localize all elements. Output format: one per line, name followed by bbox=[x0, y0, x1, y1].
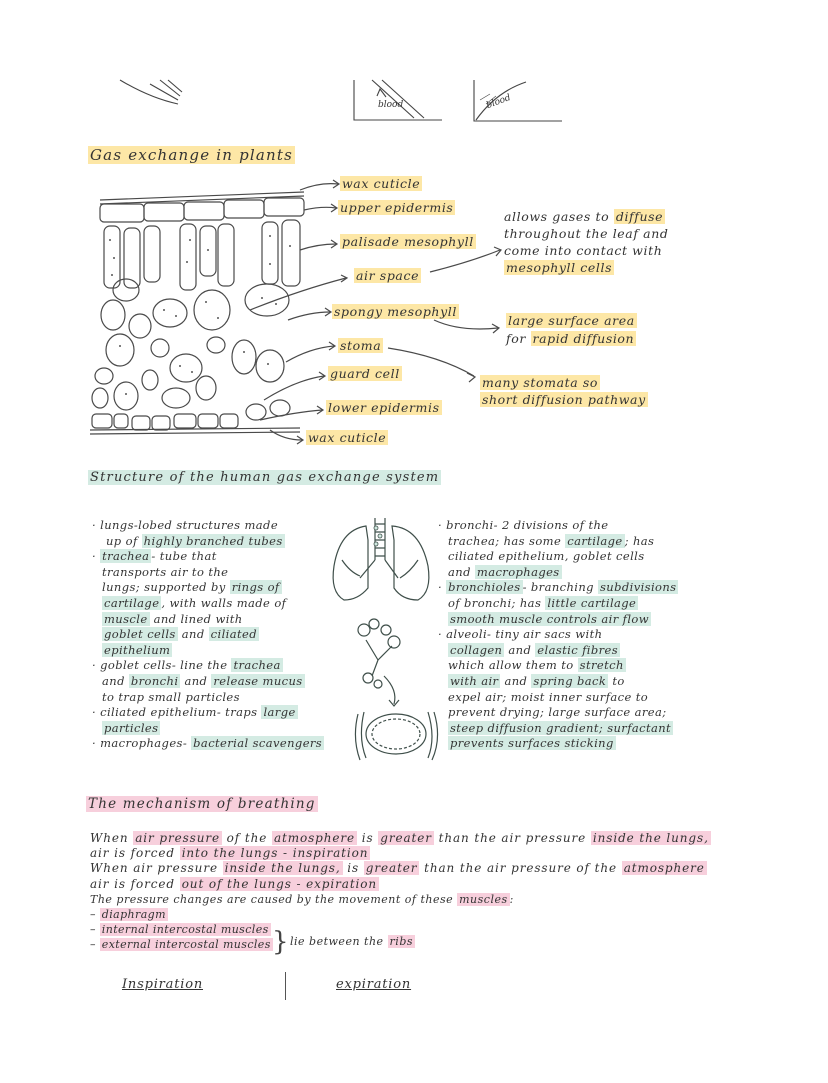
col-heading-inspiration: Inspiration bbox=[122, 977, 204, 992]
label-lower-epidermis: lower epidermis bbox=[328, 400, 440, 415]
muscle-note: lie between the ribs bbox=[290, 935, 414, 948]
note-spongy: large surface area for rapid diffusion bbox=[506, 313, 635, 346]
label-wax-cuticle-top: wax cuticle bbox=[342, 176, 421, 191]
label-stoma: stoma bbox=[340, 338, 382, 353]
muscle-external-intercostal: external intercostal muscles bbox=[101, 938, 271, 952]
note-stoma: many stomata so short diffusion pathway bbox=[482, 375, 646, 407]
label-palisade-mesophyll: palisade mesophyll bbox=[342, 234, 474, 249]
label-spongy-mesophyll: spongy mesophyll bbox=[334, 304, 457, 319]
graph-axis-label-right: blood bbox=[485, 92, 513, 112]
graph-axis-label-left: blood bbox=[378, 100, 404, 110]
human-heading: Structure of the human gas exchange system bbox=[90, 470, 440, 485]
plants-heading: Gas exchange in plants bbox=[90, 146, 293, 164]
label-air-space: air space bbox=[356, 268, 420, 283]
breathing-heading: The mechanism of breathing bbox=[88, 796, 316, 812]
column-divider bbox=[285, 972, 286, 1000]
human-left-notes: · lungs-lobed structures made up of highly branched tubes · trachea - tube that transports air to the lungs; supported by rings of cartilage , with walls made of muscle and lined with goblet cells and ciliated epithelium · goblet cells- line the trachea and bronchi and release mucus to trap small particles · ciliated epithelium- traps large particles · macrophages- bacterial scavengers bbox=[92, 518, 323, 751]
label-upper-epidermis: upper epidermis bbox=[340, 200, 454, 215]
note-air-space: allows gases to diffuse throughout the leaf and come into contact with mesophyll cells bbox=[504, 209, 669, 275]
human-right-notes: · bronchi- 2 divisions of the trachea; has some cartilage ; has ciliated epithelium, goblet cells and macrophages · bronchioles - branching subdivisions of bronchi; has little cartilage smooth muscle controls air flow · alveoli- tiny air sacs with collagen and elastic fibres which allow them to stretch with air and spring back to expel air; moist inner surface to prevent drying; large surface area; steep diffusion gradient; surfactant prevents surfaces sticking bbox=[438, 518, 677, 751]
breathing-paragraph: When air pressure of the atmosphere is greater than the air pressure inside the lungs, air is forced into the lungs - inspiration When air pressure inside the lungs, is greater than the air pressure of the atmosphere air is forced out of the lungs - expiration The pressure changes are caused by the movement of these muscles : – diaphragm – internal intercostal muscles – external intercostal muscles bbox=[90, 831, 709, 952]
label-wax-cuticle-bottom: wax cuticle bbox=[308, 430, 387, 445]
label-guard-cell: guard cell bbox=[330, 366, 400, 381]
muscle-diaphragm: diaphragm bbox=[101, 908, 166, 922]
muscle-internal-intercostal: internal intercostal muscles bbox=[101, 923, 269, 937]
col-heading-expiration: expiration bbox=[336, 977, 412, 992]
brace-symbol: } bbox=[272, 927, 289, 957]
